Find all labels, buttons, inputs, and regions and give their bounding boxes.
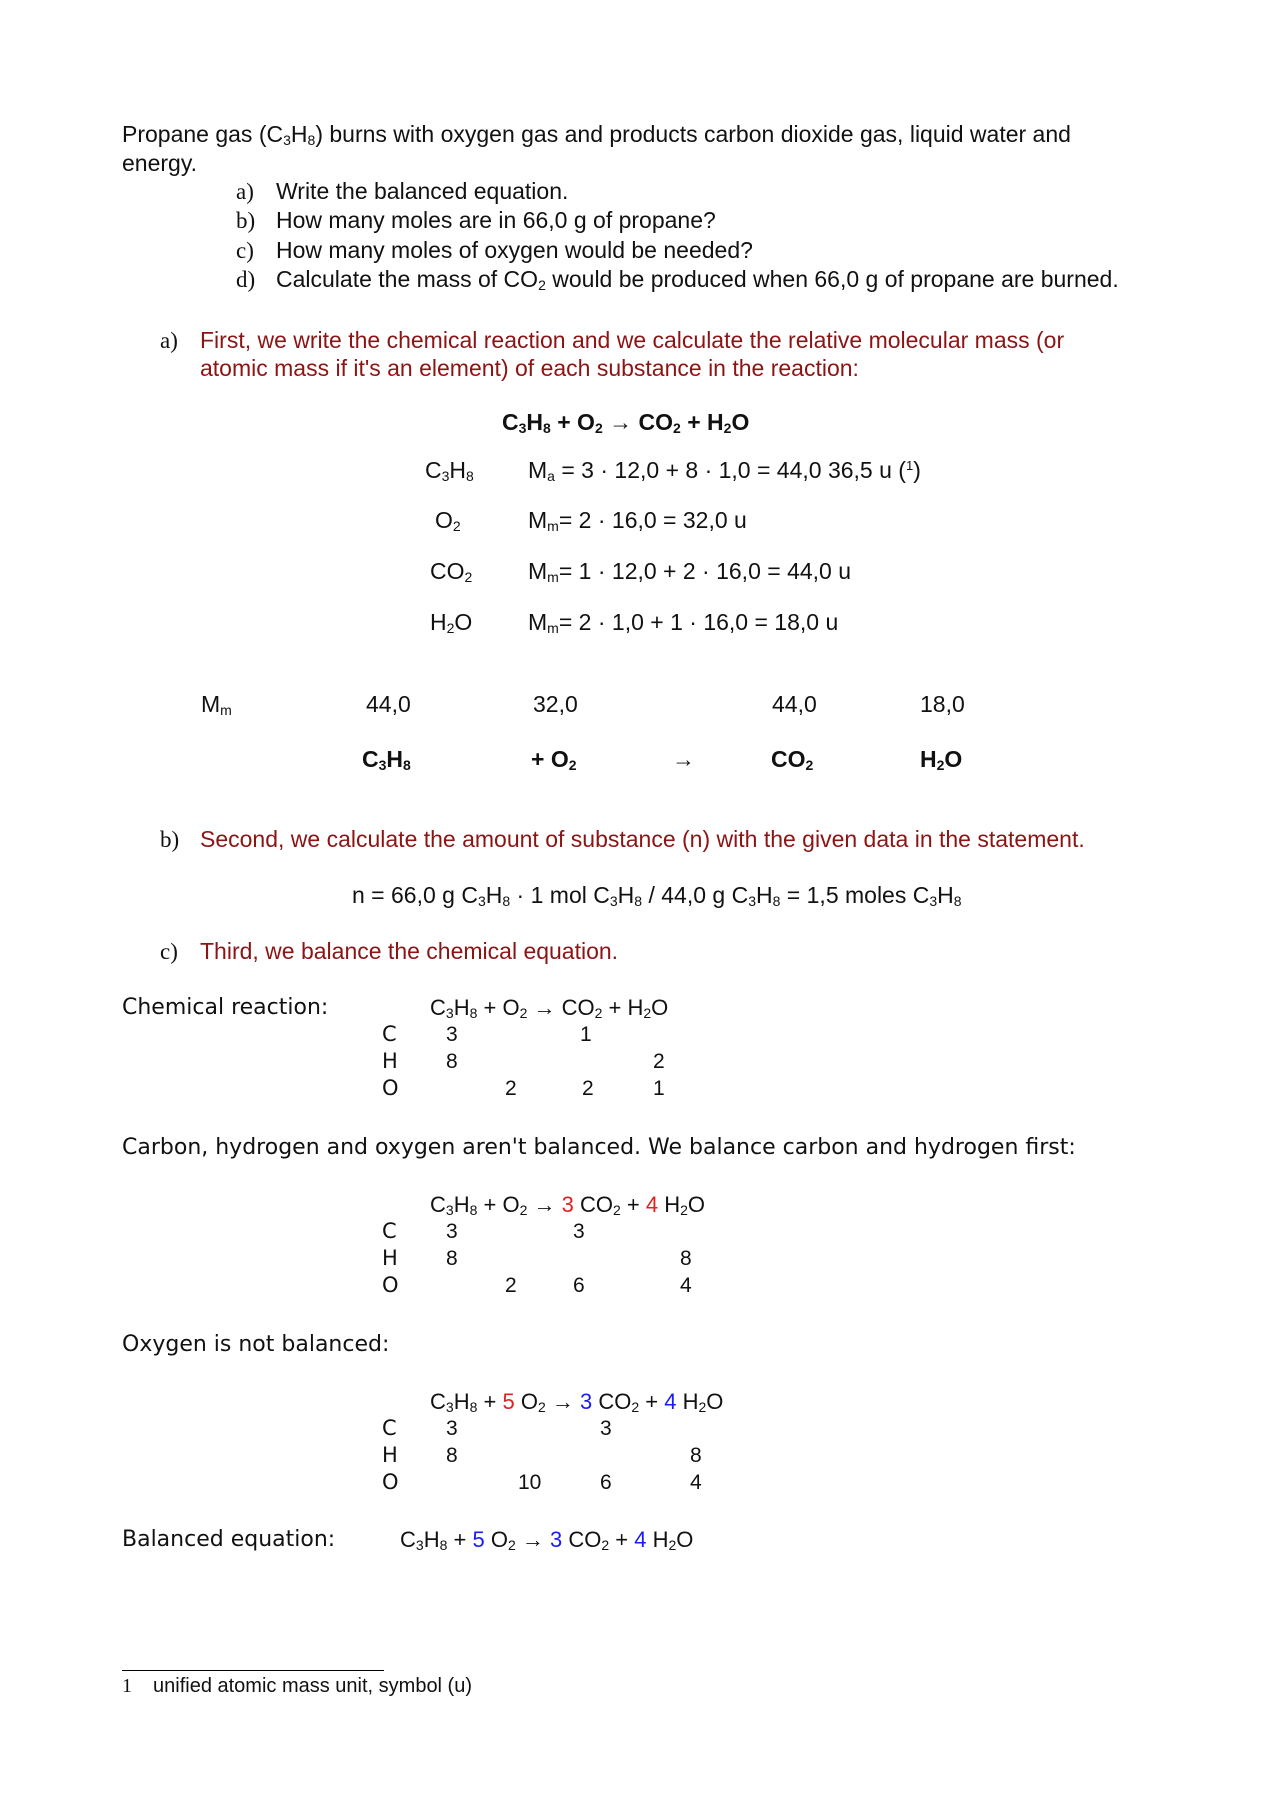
part-c-text: Third, we balance the chemical equation. <box>200 938 619 964</box>
question-a: a) Write the balanced equation. <box>236 178 569 204</box>
species-o2: + $O_2$ <box>531 746 577 773</box>
count3-c-right: 3 <box>600 1417 612 1440</box>
label-chemical-reaction: Chemical reaction: <box>122 995 329 1020</box>
element-h-3: H <box>382 1443 398 1467</box>
question-b: b) How many moles are in 66,0 g of propane? <box>236 207 716 233</box>
mass-calc-o2: $M_m= 2 \cdot 16,0 = 32,0$ u <box>528 507 747 534</box>
count3-h-right: 8 <box>690 1444 702 1467</box>
note-oxygen: Oxygen is not balanced: <box>122 1332 390 1357</box>
count2-o-reactant: 2 <box>505 1274 517 1297</box>
count3-o-co2: 6 <box>600 1471 612 1494</box>
part-b-marker: b) <box>160 827 180 852</box>
question-d: d) Calculate the mass of $CO_2$ would be produced when 66,0 g of propane are burned. <box>236 266 1119 293</box>
mass-calc-c3h8: $M_a = 3 \cdot 12,0 + 8 \cdot 1,0 = 44,0$ 36,5 u ($^1$) <box>528 457 921 484</box>
mm-value-c3h8: 44,0 <box>366 691 411 717</box>
mm-value-o2: 32,0 <box>533 691 578 717</box>
part-b-text: Second, we calculate the amount of substance (n) with the given data in the statement. <box>200 826 1085 852</box>
moles-calculation: n = 66,0 g $C_3H_8 \cdot 1$ mol $C_3H_8 / 44,0$ g $C_3H_8 = 1,5$ moles $C_3H_8$ <box>352 882 962 909</box>
element-o-3: O <box>382 1470 399 1494</box>
part-c-marker: c) <box>160 939 178 964</box>
part-a-marker: a) <box>160 328 178 353</box>
equation-step-3: $C_3H_8 + 5$ $O_2 \to 3$ $CO_2 + 4$ $H_2O$ <box>430 1389 724 1415</box>
element-c-3: C <box>382 1416 397 1440</box>
note-carbon-hydrogen: Carbon, hydrogen and oxygen aren't balanced. We balance carbon and hydrogen first: <box>122 1135 1076 1160</box>
count3-o-h2o: 4 <box>690 1471 702 1494</box>
count3-c-left: 3 <box>446 1417 458 1440</box>
count-c-right: 1 <box>580 1023 592 1046</box>
reaction-unbalanced-bold: $C_3H_8 + O_2 \to CO_2 + H_2O$ <box>502 409 750 436</box>
count3-h-left: 8 <box>446 1444 458 1467</box>
mass-formula-h2o: $H_2O$ <box>430 609 473 636</box>
equation-balanced: $C_3H_8 + 5$ $O_2 \to 3$ $CO_2 + 4$ $H_2O$ <box>400 1527 694 1553</box>
label-balanced-equation: Balanced equation: <box>122 1527 336 1552</box>
mass-formula-o2: $O_2$ <box>435 507 461 534</box>
species-h2o: $H_2O$ <box>920 746 963 773</box>
count-h-left: 8 <box>446 1050 458 1073</box>
count-c-left: 3 <box>446 1023 458 1046</box>
element-c-2: C <box>382 1219 397 1243</box>
species-co2: $CO_2$ <box>771 746 814 773</box>
count-o-reactant: 2 <box>505 1077 517 1100</box>
count2-h-left: 8 <box>446 1247 458 1270</box>
count-o-h2o: 1 <box>653 1077 665 1100</box>
element-c: C <box>382 1022 397 1046</box>
intro-line-2: energy. <box>122 150 198 176</box>
footnote-number: 1 <box>122 1675 132 1697</box>
species-c3h8: $C_3H_8$ <box>362 746 411 773</box>
mass-formula-co2: $CO_2$ <box>430 558 473 585</box>
intro-line-1: Propane gas $(C_3H_8)$ burns with oxygen gas and products carbon dioxide gas, liquid water and <box>122 121 1071 148</box>
count-h-right: 2 <box>653 1050 665 1073</box>
mass-calc-h2o: $M_m= 2 \cdot 1,0 + 1 \cdot 16,0 = 18,0$ u <box>528 609 839 636</box>
count2-o-h2o: 4 <box>680 1274 692 1297</box>
part-a-line-1: First, we write the chemical reaction and we calculate the relative molecular mass (or <box>200 327 1065 353</box>
element-o-2: O <box>382 1273 399 1297</box>
equation-step-2: $C_3H_8 + O_2 \to 3$ $CO_2 + 4$ $H_2O$ <box>430 1192 706 1218</box>
count3-o-reactant: 10 <box>518 1471 542 1494</box>
count-o-co2: 2 <box>582 1077 594 1100</box>
mass-formula-c3h8: $C_3H_8$ <box>425 457 474 484</box>
count2-c-right: 3 <box>573 1220 585 1243</box>
mm-label: $M_m$ <box>201 691 232 718</box>
mm-value-h2o: 18,0 <box>920 691 965 717</box>
footnote-text: unified atomic mass unit, symbol (u) <box>153 1675 473 1697</box>
question-c: c) How many moles of oxygen would be needed? <box>236 237 753 263</box>
element-o: O <box>382 1076 399 1100</box>
count2-c-left: 3 <box>446 1220 458 1243</box>
part-a-line-2: atomic mass if it's an element) of each substance in the reaction: <box>200 355 859 381</box>
equation-step-1: $C_3H_8 + O_2 \to CO_2 + H_2O$ <box>430 995 669 1021</box>
mass-calc-co2: $M_m= 1 \cdot 12,0 + 2 \cdot 16,0 = 44,0$ u <box>528 558 852 585</box>
element-h: H <box>382 1049 398 1073</box>
element-h-2: H <box>382 1246 398 1270</box>
species-arrow: → <box>672 746 695 772</box>
mm-value-co2: 44,0 <box>772 691 817 717</box>
footnote-separator <box>122 1670 384 1671</box>
count2-h-right: 8 <box>680 1247 692 1270</box>
count2-o-co2: 6 <box>573 1274 585 1297</box>
